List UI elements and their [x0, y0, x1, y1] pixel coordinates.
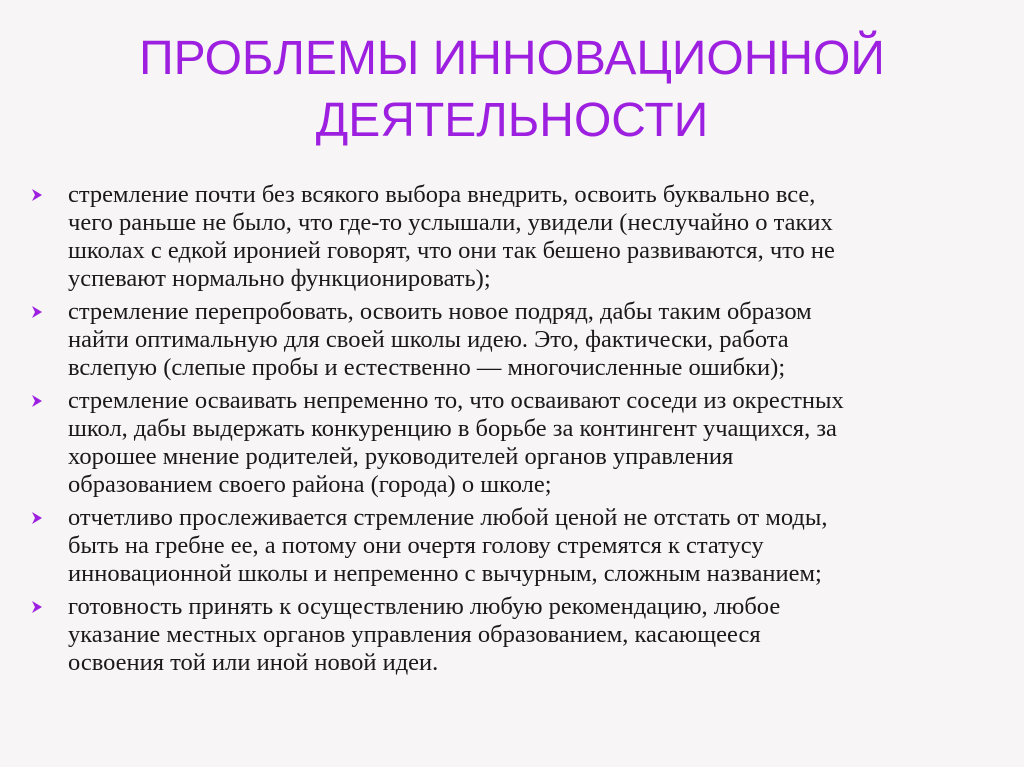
text-line: инновационной школы и непременно с вычурным, сложным названием; — [68, 560, 822, 587]
text-line: образованием своего района (города) о школе; — [68, 471, 552, 498]
text-line: указание местных органов управления образованием, касающееся — [68, 621, 761, 648]
list-item-text — [68, 387, 990, 499]
arrow-chevron-right-icon — [30, 188, 44, 202]
list-item-text — [68, 298, 990, 382]
text-line: школах с едкой иронией говорят, что они так бешено развиваются, что не — [68, 237, 835, 264]
list-item — [30, 387, 990, 499]
text-line: быть на гребне ее, а потому они очертя голову стремятся к статусу — [68, 532, 764, 559]
list-item — [30, 593, 990, 677]
list-item — [30, 298, 990, 382]
text-line: стремление осваивать непременно то, что осваивают соседи из окрестных — [68, 387, 844, 414]
slide-title-line: ДЕЯТЕЛЬНОСТИ — [315, 94, 709, 147]
bullet-list — [30, 181, 990, 682]
arrow-chevron-right-icon — [30, 394, 44, 408]
text-line: готовность принять к осуществлению любую рекомендацию, любое — [68, 593, 781, 620]
list-item-text — [68, 504, 990, 588]
arrow-chevron-right-icon — [30, 305, 44, 319]
arrow-chevron-right-icon — [30, 600, 44, 614]
text-line: вслепую (слепые пробы и естественно — многочисленные ошибки); — [68, 354, 786, 381]
list-item — [30, 504, 990, 588]
arrow-chevron-right-icon — [30, 511, 44, 525]
text-line: стремление почти без всякого выбора внедрить, освоить буквально все, — [68, 181, 816, 208]
text-line: освоения той или иной новой идеи. — [68, 649, 439, 676]
list-item — [30, 181, 990, 293]
slide-title — [0, 28, 1024, 152]
list-item-text — [68, 593, 990, 677]
text-line: найти оптимальную для своей школы идею. Это, фактически, работа — [68, 326, 789, 353]
list-item-text — [68, 181, 990, 293]
text-line: чего раньше не было, что где-то услышали, увидели (неслучайно о таких — [68, 209, 833, 236]
text-line: отчетливо прослеживается стремление любой ценой не отстать от моды, — [68, 504, 828, 531]
slide-title-line: ПРОБЛЕМЫ ИННОВАЦИОННОЙ — [139, 32, 885, 85]
text-line: стремление перепробовать, освоить новое подряд, дабы таким образом — [68, 298, 812, 325]
text-line: школ, дабы выдержать конкуренцию в борьбе за контингент учащихся, за — [68, 415, 837, 442]
text-line: успевают нормально функционировать); — [68, 265, 491, 292]
text-line: хорошее мнение родителей, руководителей органов управления — [68, 443, 734, 470]
